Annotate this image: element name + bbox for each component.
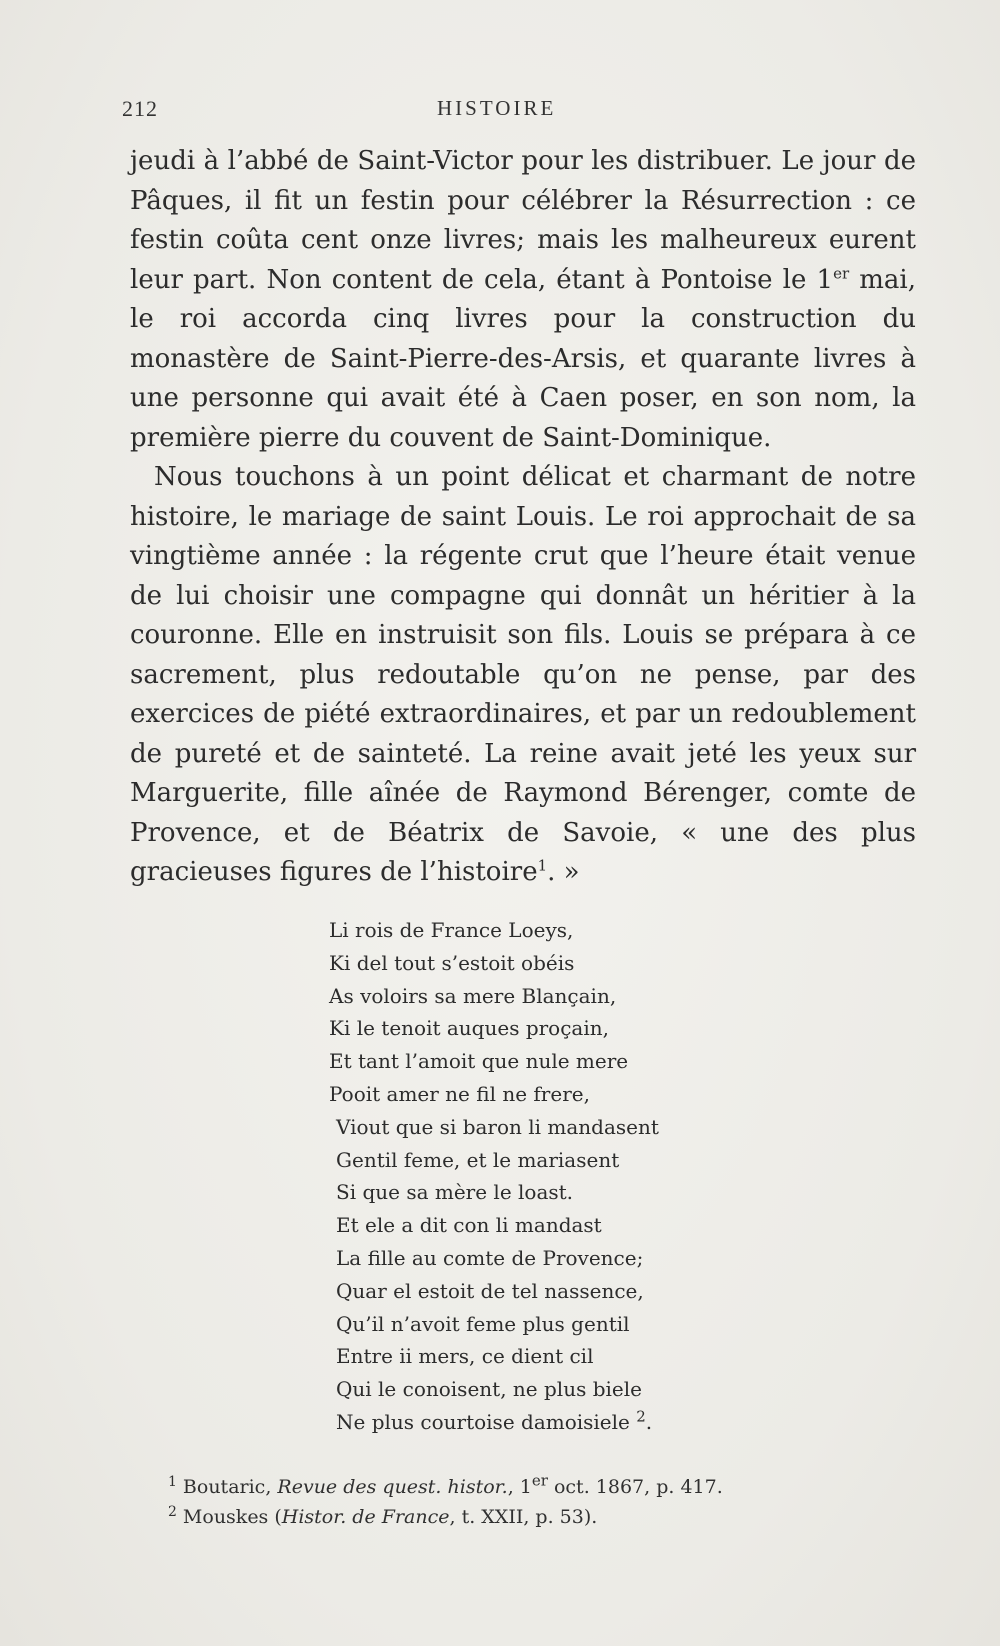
poem-line: Qu’il n’avoit feme plus gentil (336, 1311, 630, 1336)
footnote-1-sup: er (531, 1471, 548, 1490)
poem-line: Qui le conoisent, ne plus biele (336, 1377, 642, 1402)
page-header (122, 96, 912, 130)
poem-block (329, 914, 709, 1439)
body-text (130, 142, 916, 893)
paragraph-2-text-b: . » (547, 857, 580, 887)
paragraph-1 (130, 142, 916, 458)
poem-line: As voloirs sa mere Blançain, (329, 983, 617, 1008)
poem-line: Ki le tenoit auques proçain, (329, 1016, 609, 1041)
poem-line: Ki del tout s’estoit obéis (329, 950, 575, 975)
poem-line: Viout que si baron li mandasent (336, 1114, 659, 1139)
footnote-2 (168, 1502, 908, 1532)
poem-line-last-text: Ne plus courtoise damoisiele (336, 1409, 630, 1434)
superscript-er: er (833, 263, 850, 282)
footnote-1-rest: , 1 (507, 1476, 532, 1498)
footnote-2-mark: 2 (168, 1503, 177, 1520)
footnote-2-title: Histor. de France (281, 1506, 450, 1528)
running-title: HISTOIRE (437, 96, 557, 120)
footnote-1 (168, 1472, 908, 1502)
poem-line: Et ele a dit con li mandast (336, 1213, 602, 1238)
footnote-2-author: Mouskes ( (182, 1506, 282, 1528)
footnotes (168, 1472, 908, 1532)
paragraph-1-text-b: mai, le roi accorda cinq livres pour la construction du monastère de Saint-Pierre-des-Arsis, et quarante livres à une personne qui avait été à Caen poser, en son nom, la première pierre du couvent de Saint-Dominique. (130, 264, 917, 453)
poem-line: Pooit amer ne fil ne frere, (329, 1081, 590, 1106)
poem-line: Gentil feme, et le mariasent (336, 1147, 620, 1172)
poem-line: Et tant l’amoit que nule mere (329, 1049, 629, 1074)
poem-line: Li rois de France Loeys, (329, 918, 574, 942)
poem-line: Quar el estoit de tel nassence, (336, 1278, 644, 1303)
poem-line: Entre ii mers, ce dient cil (336, 1344, 594, 1369)
paragraph-2 (130, 458, 916, 893)
footnote-ref-2: 2 (636, 1407, 646, 1426)
poem-line: Si que sa mère le loast. (336, 1180, 574, 1205)
footnote-1-title: Revue des quest. histor. (277, 1476, 508, 1498)
footnote-1-author: Boutaric, (182, 1476, 278, 1498)
footnote-2-rest: , t. XXII, p. 53). (449, 1506, 598, 1528)
paragraph-2-text-a: Nous touchons à un point délicat et charmant de notre histoire, le mariage de saint Louis. Le roi approchait de sa vingtième année : la régente crut que l’heure était venue de lui choisir une compagne qui donnât un héritier à la couronne. Elle en instruisit son fils. Louis se prépara à ce sacrement, plus redoutable qu’on ne pense, par des exercices de piété extraordinaires, et par un redoublement de pureté et de sainteté. La reine avait jeté les yeux sur Marguerite, fille aînée de Raymond Bérenger, comte de Provence, et de Béatrix de Savoie, « une des plus gracieuses figures de l’histoire (130, 462, 916, 887)
poem-line: La fille au comte de Provence; (336, 1245, 644, 1270)
paragraph-1-text-a: jeudi à l’abbé de Saint-Victor pour les distribuer. Le jour de Pâques, il fit un festin pour célébrer la Résurrection : ce festin coûta cent onze livres; mais les malheureux eurent leur part. Non content de cela, étant à Pontoise le 1 (130, 146, 916, 295)
poem-line-last (329, 1406, 709, 1439)
poem-final-punct: . (645, 1409, 653, 1434)
page-number: 212 (122, 96, 158, 121)
footnote-1-mark: 1 (168, 1473, 177, 1490)
footnote-ref-1: 1 (537, 856, 548, 875)
footnote-1-rest-end: oct. 1867, p. 417. (547, 1476, 723, 1498)
